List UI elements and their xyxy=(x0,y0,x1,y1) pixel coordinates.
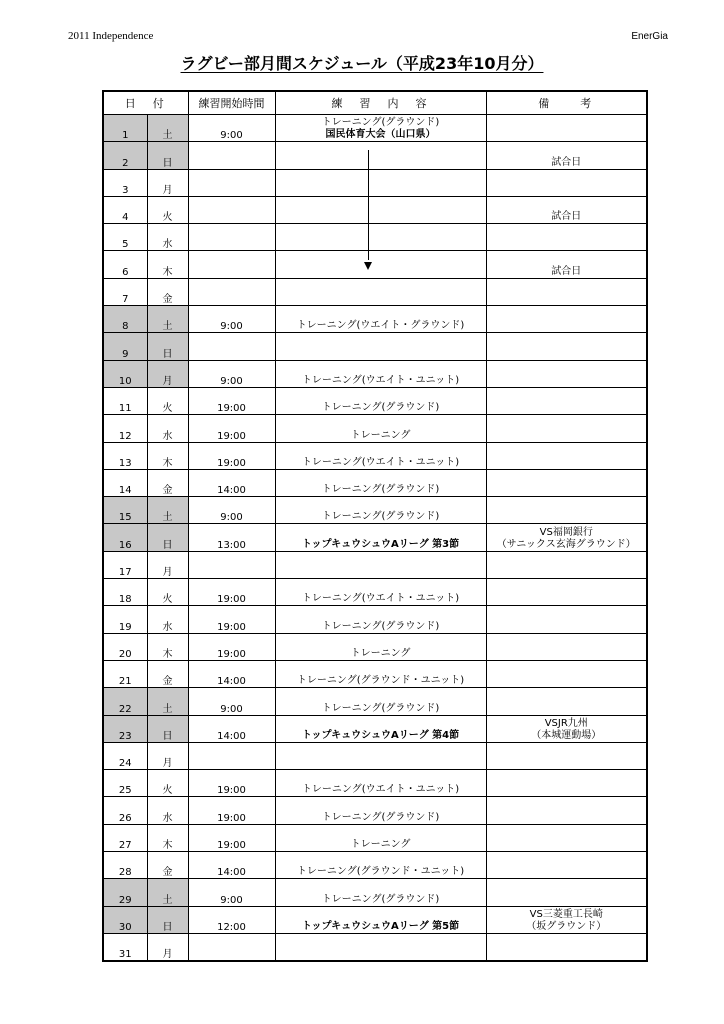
weekday-cell: 月 xyxy=(147,551,188,578)
table-row xyxy=(103,387,647,414)
start-time-cell: 19:00 xyxy=(188,579,275,606)
note-cell: 試合日 xyxy=(486,251,647,278)
weekday-cell: 火 xyxy=(147,579,188,606)
opponent-line: VSJR九州 xyxy=(544,717,588,729)
day-cell: 18 xyxy=(103,579,147,606)
practice-content-cell xyxy=(275,224,486,251)
practice-content-cell: トレーニング(グラウンド) xyxy=(275,469,486,496)
start-time-cell: 12:00 xyxy=(188,906,275,933)
note-cell xyxy=(486,633,647,660)
weekday-cell: 土 xyxy=(147,688,188,715)
note-cell xyxy=(486,415,647,442)
weekday-cell: 水 xyxy=(147,797,188,824)
day-cell: 12 xyxy=(103,415,147,442)
header-right-text: EnerGia xyxy=(631,31,668,42)
day-cell: 3 xyxy=(103,169,147,196)
start-time-cell: 14:00 xyxy=(188,852,275,879)
note-cell xyxy=(486,933,647,961)
note-cell xyxy=(486,360,647,387)
day-cell: 14 xyxy=(103,469,147,496)
table-row xyxy=(103,196,647,223)
practice-content-cell: トレーニング(グラウンド) xyxy=(275,606,486,633)
practice-content-cell: トレーニング(ウエイト・ユニット) xyxy=(275,770,486,797)
note-cell xyxy=(486,115,647,142)
note-column-header: 備 考 xyxy=(486,91,647,115)
start-time-cell: 19:00 xyxy=(188,387,275,414)
content-column-header: 練 習 内 容 xyxy=(275,91,486,115)
page-title-text: ラグビー部月間スケジュール（平成23年10月分） xyxy=(180,54,544,73)
day-cell: 26 xyxy=(103,797,147,824)
start-time-cell: 14:00 xyxy=(188,469,275,496)
start-time-cell: 14:00 xyxy=(188,660,275,687)
note-cell: 試合日 xyxy=(486,196,647,223)
day-cell: 10 xyxy=(103,360,147,387)
table-row xyxy=(103,824,647,851)
opponent-line: VS三菱重工長崎 xyxy=(529,908,603,920)
table-row xyxy=(103,169,647,196)
day-cell: 31 xyxy=(103,933,147,961)
venue-line: （本城運動場） xyxy=(531,729,602,741)
practice-content-cell xyxy=(275,196,486,223)
table-row xyxy=(103,879,647,906)
start-time-cell: 9:00 xyxy=(188,688,275,715)
date-column-header: 日 付 xyxy=(103,91,188,115)
weekday-cell: 月 xyxy=(147,360,188,387)
practice-content-cell: トレーニング xyxy=(275,824,486,851)
weekday-cell: 日 xyxy=(147,142,188,169)
practice-content-cell: トレーニング(ウエイト・ユニット) xyxy=(275,442,486,469)
practice-content-cell xyxy=(275,933,486,961)
practice-content-cell: トレーニング(ウエイト・ユニット) xyxy=(275,579,486,606)
weekday-cell: 日 xyxy=(147,715,188,742)
note-cell xyxy=(486,469,647,496)
practice-content-cell xyxy=(275,169,486,196)
start-time-cell xyxy=(188,142,275,169)
practice-content-cell: トップキュウシュウAリーグ 第4節 xyxy=(275,715,486,742)
start-time-cell xyxy=(188,251,275,278)
weekday-cell: 土 xyxy=(147,879,188,906)
note-cell xyxy=(486,879,647,906)
table-row xyxy=(103,770,647,797)
practice-content-cell: トレーニング xyxy=(275,415,486,442)
practice-content-cell: トレーニング(ウエイト・ユニット) xyxy=(275,360,486,387)
day-cell: 15 xyxy=(103,497,147,524)
venue-line: （サニックス玄海グラウンド） xyxy=(496,538,636,550)
event-name-line: 国民体育大会（山口県） xyxy=(325,129,436,141)
practice-content-cell: トップキュウシュウAリーグ 第3節 xyxy=(275,524,486,551)
practice-content-cell xyxy=(275,551,486,578)
table-row xyxy=(103,115,647,142)
venue-line: （坂グラウンド） xyxy=(526,920,607,932)
opponent-line: VS福岡銀行 xyxy=(539,526,593,538)
start-time-cell: 9:00 xyxy=(188,115,275,142)
table-row xyxy=(103,306,647,333)
note-cell xyxy=(486,551,647,578)
table-row xyxy=(103,360,647,387)
practice-content-cell: トレーニング(グラウンド) xyxy=(275,688,486,715)
weekday-cell: 金 xyxy=(147,660,188,687)
day-cell: 17 xyxy=(103,551,147,578)
start-time-cell xyxy=(188,224,275,251)
day-cell: 8 xyxy=(103,306,147,333)
start-time-cell: 13:00 xyxy=(188,524,275,551)
table-row xyxy=(103,742,647,769)
note-cell xyxy=(486,224,647,251)
note-cell xyxy=(486,524,647,551)
day-cell: 25 xyxy=(103,770,147,797)
start-time-cell: 19:00 xyxy=(188,770,275,797)
start-time-cell: 19:00 xyxy=(188,415,275,442)
weekday-cell: 日 xyxy=(147,333,188,360)
note-cell xyxy=(486,742,647,769)
weekday-cell: 日 xyxy=(147,906,188,933)
schedule-table xyxy=(102,90,648,962)
day-cell: 2 xyxy=(103,142,147,169)
table-row xyxy=(103,715,647,742)
start-time-cell: 19:00 xyxy=(188,633,275,660)
day-cell: 9 xyxy=(103,333,147,360)
day-cell: 7 xyxy=(103,278,147,305)
start-time-cell: 19:00 xyxy=(188,797,275,824)
start-time-cell xyxy=(188,196,275,223)
day-cell: 21 xyxy=(103,660,147,687)
weekday-cell: 月 xyxy=(147,742,188,769)
table-row xyxy=(103,142,647,169)
practice-content-cell: トレーニング(グラウンド・ユニット) xyxy=(275,660,486,687)
practice-content-line: トレーニング(グラウンド) xyxy=(321,117,440,129)
weekday-cell: 火 xyxy=(147,196,188,223)
weekday-cell: 土 xyxy=(147,115,188,142)
note-cell xyxy=(486,169,647,196)
day-cell: 29 xyxy=(103,879,147,906)
start-time-cell: 9:00 xyxy=(188,306,275,333)
practice-content-cell xyxy=(275,142,486,169)
practice-content-cell: トップキュウシュウAリーグ 第5節 xyxy=(275,906,486,933)
note-cell xyxy=(486,387,647,414)
start-time-cell: 19:00 xyxy=(188,442,275,469)
practice-content-cell: トレーニング(グラウンド) xyxy=(275,387,486,414)
note-cell xyxy=(486,497,647,524)
header-left-text: 2011 Independence xyxy=(68,30,154,42)
weekday-cell: 金 xyxy=(147,278,188,305)
start-time-cell xyxy=(188,333,275,360)
weekday-cell: 土 xyxy=(147,306,188,333)
day-cell: 13 xyxy=(103,442,147,469)
time-column-header: 練習開始時間 xyxy=(188,91,275,115)
table-header-row xyxy=(103,91,647,115)
start-time-cell xyxy=(188,278,275,305)
weekday-cell: 水 xyxy=(147,415,188,442)
note-cell xyxy=(486,579,647,606)
practice-content-cell: トレーニング(グラウンド) xyxy=(275,879,486,906)
weekday-cell: 木 xyxy=(147,251,188,278)
note-cell xyxy=(486,770,647,797)
continuation-arrow-line xyxy=(368,150,369,260)
schedule-rows xyxy=(103,115,647,962)
table-row xyxy=(103,852,647,879)
start-time-cell: 14:00 xyxy=(188,715,275,742)
table-row xyxy=(103,415,647,442)
start-time-cell xyxy=(188,169,275,196)
weekday-cell: 火 xyxy=(147,387,188,414)
day-cell: 5 xyxy=(103,224,147,251)
day-cell: 24 xyxy=(103,742,147,769)
day-cell: 27 xyxy=(103,824,147,851)
start-time-cell: 19:00 xyxy=(188,606,275,633)
weekday-cell: 火 xyxy=(147,770,188,797)
table-row xyxy=(103,497,647,524)
practice-content-cell: トレーニング(グラウンド・ユニット) xyxy=(275,852,486,879)
note-cell xyxy=(486,278,647,305)
weekday-cell: 日 xyxy=(147,524,188,551)
practice-content-cell: トレーニング(グラウンド) xyxy=(275,797,486,824)
day-cell: 30 xyxy=(103,906,147,933)
note-cell xyxy=(486,660,647,687)
weekday-cell: 木 xyxy=(147,442,188,469)
weekday-cell: 木 xyxy=(147,633,188,660)
note-cell xyxy=(486,824,647,851)
note-cell xyxy=(486,688,647,715)
table-row xyxy=(103,442,647,469)
weekday-cell: 水 xyxy=(147,224,188,251)
table-row xyxy=(103,251,647,278)
day-cell: 20 xyxy=(103,633,147,660)
day-cell: 6 xyxy=(103,251,147,278)
practice-content-cell xyxy=(275,115,486,142)
weekday-cell: 月 xyxy=(147,169,188,196)
table-row xyxy=(103,524,647,551)
practice-content-cell: トレーニング xyxy=(275,633,486,660)
table-row xyxy=(103,224,647,251)
practice-content-cell xyxy=(275,278,486,305)
table-row xyxy=(103,579,647,606)
start-time-cell xyxy=(188,551,275,578)
table-row xyxy=(103,797,647,824)
note-cell: 試合日 xyxy=(486,142,647,169)
practice-content-cell: トレーニング(ウエイト・グラウンド) xyxy=(275,306,486,333)
note-cell xyxy=(486,306,647,333)
note-cell xyxy=(486,852,647,879)
table-row xyxy=(103,633,647,660)
table-row xyxy=(103,278,647,305)
weekday-cell: 土 xyxy=(147,497,188,524)
note-cell xyxy=(486,797,647,824)
day-cell: 23 xyxy=(103,715,147,742)
table-row xyxy=(103,469,647,496)
start-time-cell: 19:00 xyxy=(188,824,275,851)
table-row xyxy=(103,551,647,578)
day-cell: 1 xyxy=(103,115,147,142)
page-title xyxy=(0,51,724,74)
day-cell: 11 xyxy=(103,387,147,414)
table-row xyxy=(103,660,647,687)
practice-content-cell xyxy=(275,333,486,360)
practice-content-cell: トレーニング(グラウンド) xyxy=(275,497,486,524)
weekday-cell: 月 xyxy=(147,933,188,961)
note-cell xyxy=(486,442,647,469)
start-time-cell: 9:00 xyxy=(188,360,275,387)
table-row xyxy=(103,688,647,715)
start-time-cell xyxy=(188,933,275,961)
note-cell xyxy=(486,715,647,742)
start-time-cell: 9:00 xyxy=(188,497,275,524)
start-time-cell: 9:00 xyxy=(188,879,275,906)
note-cell xyxy=(486,606,647,633)
day-cell: 22 xyxy=(103,688,147,715)
table-row xyxy=(103,933,647,961)
day-cell: 28 xyxy=(103,852,147,879)
weekday-cell: 金 xyxy=(147,469,188,496)
table-row xyxy=(103,606,647,633)
practice-content-cell xyxy=(275,742,486,769)
weekday-cell: 水 xyxy=(147,606,188,633)
weekday-cell: 金 xyxy=(147,852,188,879)
practice-content-cell xyxy=(275,251,486,278)
weekday-cell: 木 xyxy=(147,824,188,851)
start-time-cell xyxy=(188,742,275,769)
day-cell: 19 xyxy=(103,606,147,633)
table-row xyxy=(103,906,647,933)
arrow-down-icon xyxy=(364,262,372,270)
note-cell xyxy=(486,333,647,360)
day-cell: 16 xyxy=(103,524,147,551)
day-cell: 4 xyxy=(103,196,147,223)
table-row xyxy=(103,333,647,360)
note-cell xyxy=(486,906,647,933)
